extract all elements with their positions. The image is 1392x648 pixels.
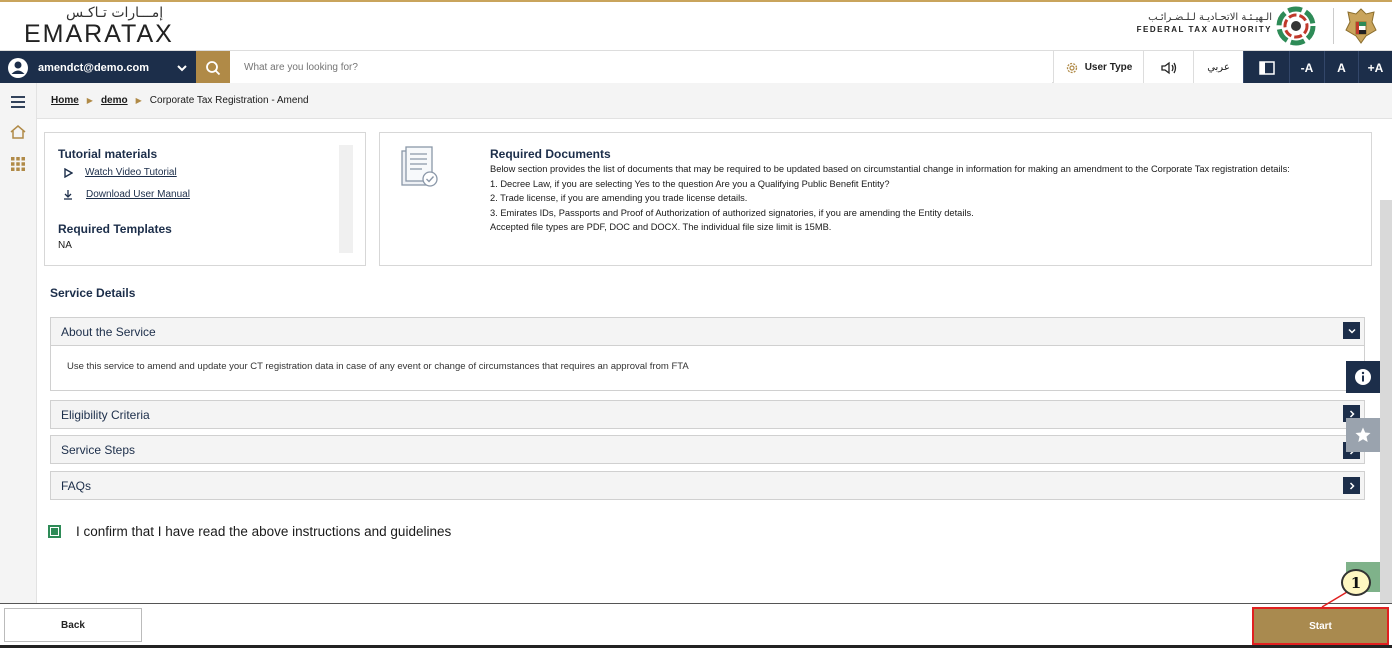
accordion-label: Service Steps: [61, 442, 136, 457]
required-documents-content: [490, 147, 1350, 235]
accordion-eligibility-criteria: [50, 400, 1365, 429]
text-to-speech-button[interactable]: [1143, 51, 1193, 84]
accordion-header-faqs[interactable]: [51, 472, 1364, 499]
start-button[interactable]: Start: [1252, 607, 1389, 645]
fta-branding: [1137, 12, 1272, 34]
download-manual-row[interactable]: [63, 189, 190, 200]
download-icon: [63, 189, 73, 200]
required-documents-card: [379, 132, 1372, 266]
contrast-toggle[interactable]: [1243, 51, 1289, 84]
download-manual-link[interactable]: Download User Manual: [86, 189, 190, 200]
search-button[interactable]: [196, 51, 230, 84]
required-document-item-3: 3. Emirates IDs, Passports and Proof of Authorization of authorized signatories, if you are amending the Entity details.: [490, 207, 974, 218]
main-content: [37, 119, 1380, 603]
user-email: amendct@demo.com: [38, 61, 149, 74]
home-icon[interactable]: [9, 123, 27, 141]
accordion-label: Eligibility Criteria: [61, 407, 150, 422]
accordion-about-service: [50, 317, 1365, 391]
left-rail: [0, 83, 37, 603]
fta-logo-icon: [1276, 6, 1316, 46]
info-button[interactable]: [1346, 361, 1380, 393]
step-callout-badge: 1: [1341, 569, 1371, 596]
info-icon: [1354, 368, 1372, 386]
user-type-label: User Type: [1084, 62, 1133, 73]
gear-icon: [1065, 61, 1079, 75]
font-normal-button[interactable]: A: [1324, 51, 1358, 84]
accordion-service-steps: [50, 435, 1365, 464]
tutorial-scrollbar[interactable]: [339, 145, 353, 253]
breadcrumb: [37, 83, 1392, 119]
chevron-down-icon[interactable]: [176, 62, 188, 74]
file-type-note: Accepted file types are PDF, DOC and DOCX. The individual file size limit is 15MB.: [490, 222, 832, 232]
font-decrease-button[interactable]: -A: [1289, 51, 1324, 84]
arabic-label: عربي: [1207, 62, 1230, 73]
document-check-icon: [398, 145, 440, 191]
top-header: [0, 0, 1392, 50]
accordion-header-eligibility-criteria[interactable]: [51, 401, 1364, 428]
required-document-item-2: 2. Trade license, if you are amending you trade license details.: [490, 193, 748, 203]
required-document-item-1: 1. Decree Law, if you are selecting Yes to the question Are you a Qualifying Public Benefit Entity?: [490, 178, 890, 189]
user-avatar-icon: [7, 57, 29, 79]
hamburger-menu-icon[interactable]: [9, 93, 27, 111]
accordion-header-about-service[interactable]: [51, 318, 1364, 345]
required-templates-title: Required Templates: [58, 222, 172, 236]
tutorial-title: Tutorial materials: [58, 147, 158, 161]
service-details-title: Service Details: [50, 286, 136, 300]
watch-video-row[interactable]: [63, 167, 177, 178]
search-input[interactable]: [230, 51, 1052, 84]
confirm-checkbox[interactable]: [48, 525, 61, 538]
watch-video-link[interactable]: Watch Video Tutorial: [85, 167, 177, 178]
star-icon: [1354, 426, 1372, 444]
search-icon: [205, 60, 221, 76]
checkbox-check-mark: [51, 528, 58, 535]
brand-arabic: إمـــارات تـاكـس: [66, 5, 164, 21]
apps-grid-icon[interactable]: [9, 155, 27, 173]
brand-logo-text[interactable]: EMARATAX: [24, 20, 174, 48]
language-toggle[interactable]: [1193, 51, 1243, 84]
breadcrumb-home[interactable]: Home: [51, 95, 79, 106]
user-menu[interactable]: [0, 51, 196, 84]
page-scrollbar[interactable]: [1380, 200, 1392, 603]
user-type-button[interactable]: [1053, 51, 1143, 84]
breadcrumb-demo[interactable]: demo: [100, 95, 128, 106]
chevron-right-icon[interactable]: [1343, 477, 1360, 494]
uae-emblem-icon: [1344, 6, 1378, 46]
accordion-label: FAQs: [61, 478, 92, 493]
play-icon: [63, 168, 73, 178]
contrast-icon: [1259, 61, 1275, 75]
chevron-down-icon[interactable]: [1343, 322, 1360, 339]
favorite-button[interactable]: [1346, 418, 1380, 452]
confirmation-row: [48, 524, 451, 539]
back-button[interactable]: Back: [4, 608, 142, 642]
accordion-faqs: [50, 471, 1365, 500]
header-divider: [1333, 8, 1334, 44]
breadcrumb-separator-icon: ▶: [135, 96, 142, 105]
required-templates-value: NA: [58, 240, 72, 251]
top-navbar: [0, 50, 1392, 83]
accordion-body-about-service: Use this service to amend and update your CT registration data in case of any event or change of circumstances that requires an approval from FTA: [51, 345, 1364, 390]
accordion-label: About the Service: [61, 324, 156, 339]
tutorial-card: [44, 132, 366, 266]
fta-english-name: FEDERAL TAX AUTHORITY: [1136, 25, 1272, 34]
accordion-header-service-steps[interactable]: [51, 436, 1364, 463]
breadcrumb-separator-icon: ▶: [86, 96, 93, 105]
breadcrumb-current: Corporate Tax Registration - Amend: [149, 95, 309, 106]
fta-arabic-name: الـهيـئـة الاتحـاديـة لـلـضـرائـب: [1148, 12, 1272, 23]
footer-bar: [0, 603, 1392, 648]
speaker-icon: [1160, 61, 1178, 75]
required-documents-intro: Below section provides the list of documents that may be required to be updated based on circumstantial change in information for making an amendment to the Corporate Tax registration details:: [490, 164, 1290, 174]
required-documents-title: Required Documents: [490, 147, 611, 161]
confirm-label: I confirm that I have read the above instructions and guidelines: [76, 524, 452, 539]
font-increase-button[interactable]: +A: [1358, 51, 1392, 84]
